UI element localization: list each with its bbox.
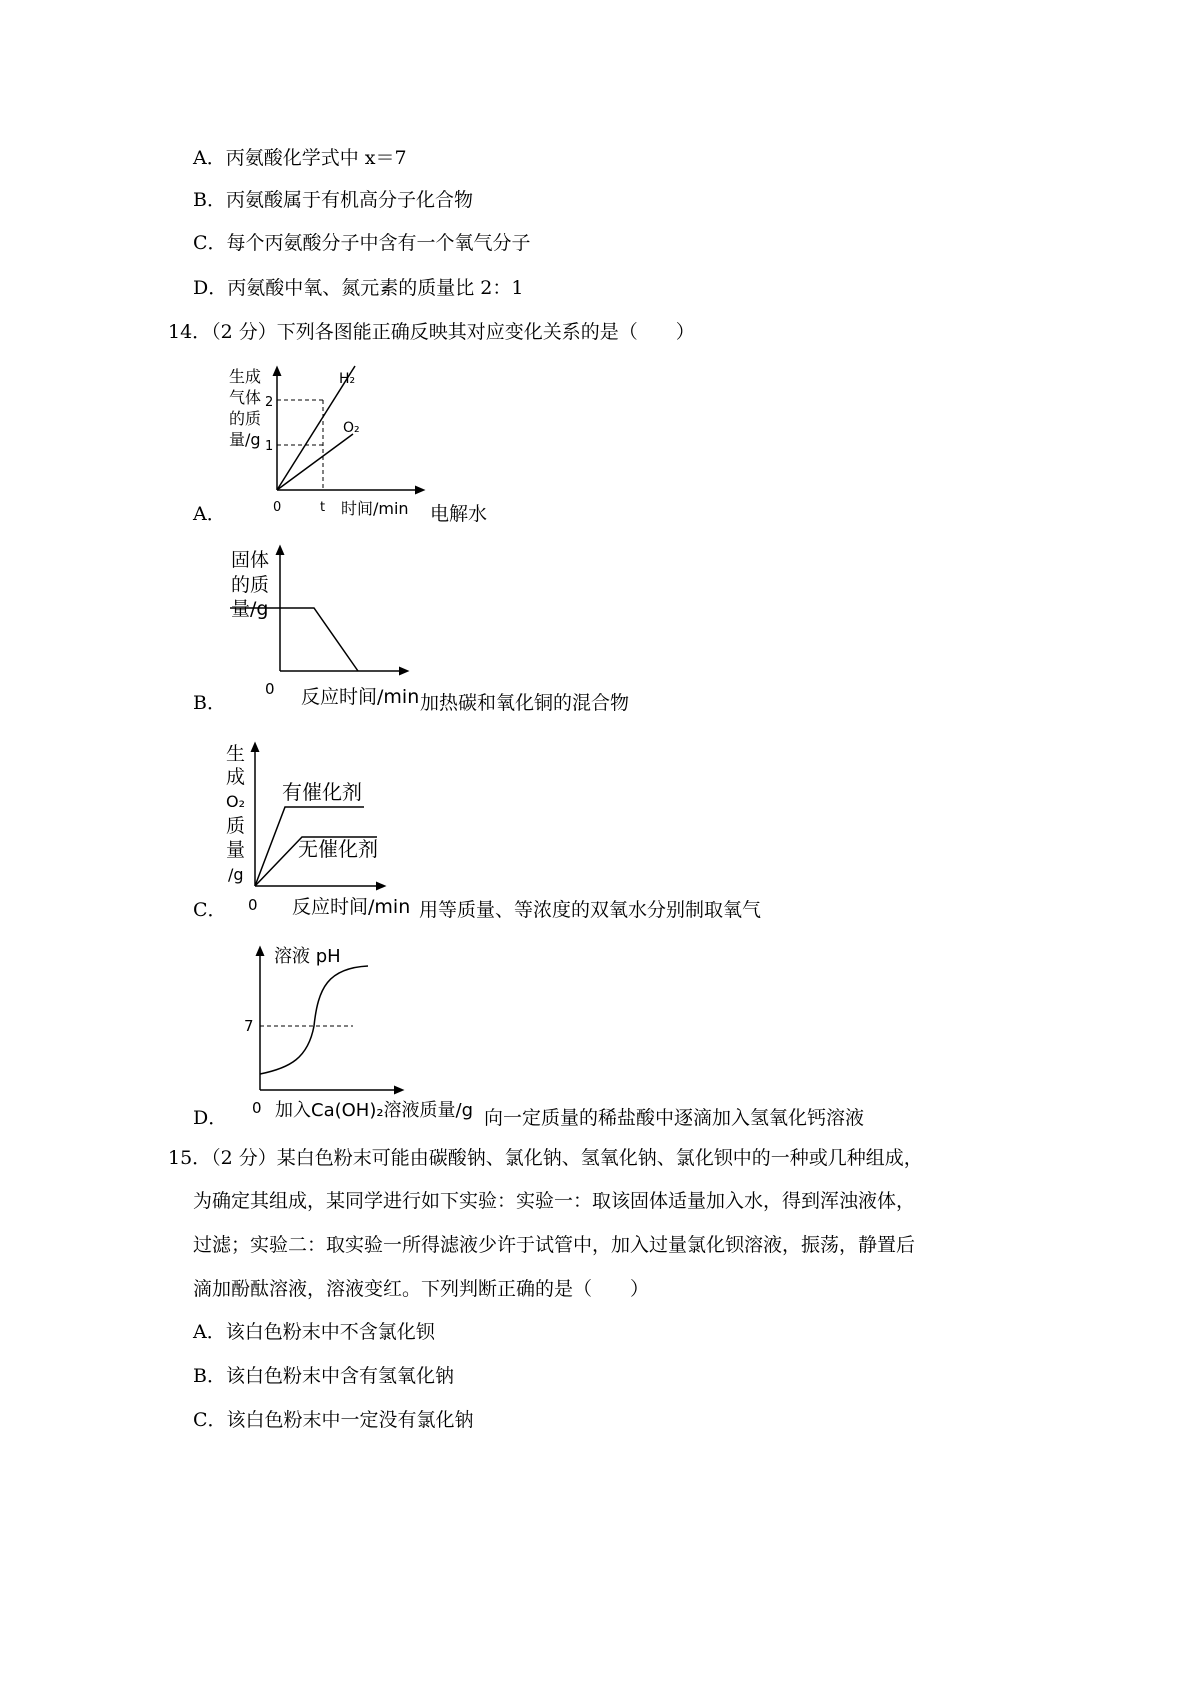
ylabel-line: 成 [226, 766, 246, 788]
xlabel: 加入Ca(OH)₂溶液质量/g [275, 1100, 474, 1121]
option-letter: B． [193, 189, 226, 211]
q14-option-a-letter: A． [193, 503, 226, 525]
ylabel-line: 量 [226, 839, 246, 861]
ylabel: 溶液 pH [274, 946, 341, 967]
option-text: 丙氨酸化学式中 x＝7 [225, 147, 407, 169]
graph-c [222, 738, 422, 920]
option-text: 该白色粉末中一定没有氯化钠 [226, 1409, 474, 1431]
origin-label: 0 [273, 500, 282, 515]
series-label-o2: O₂ [343, 420, 360, 436]
xlabel: 时间/min [341, 499, 409, 518]
origin-label: 0 [248, 896, 258, 914]
option-text: 丙氨酸属于有机高分子化合物 [225, 189, 473, 211]
x-tick-t: t [320, 500, 326, 515]
q15-option-c [193, 1408, 474, 1432]
q13-option-a [193, 146, 407, 170]
ylabel-line: 质 [226, 815, 246, 837]
ylabel-line: 量/g [231, 598, 269, 620]
ylabel-line: 固体 [231, 549, 270, 571]
q13-option-c [193, 231, 531, 255]
ylabel-line: 的质 [231, 574, 270, 596]
origin-label: 0 [252, 1099, 262, 1117]
option-letter: B． [193, 1365, 226, 1387]
ylabel-line: 量/g [229, 430, 261, 449]
q14-option-d-caption: 向一定质量的稀盐酸中逐滴加入氢氧化钙溶液 [484, 1107, 865, 1129]
series-label-h2: H₂ [339, 371, 356, 387]
q14-option-a-caption: 电解水 [430, 503, 488, 525]
y-tick-7: 7 [244, 1017, 254, 1035]
ylabel-line: 生 [226, 743, 246, 765]
q14-option-c-letter: C． [193, 899, 227, 921]
q13-option-b [193, 188, 473, 212]
q15-option-a [193, 1320, 435, 1344]
q14-option-b-letter: B． [193, 692, 226, 714]
q14-option-b-caption: 加热碳和氧化铜的混合物 [420, 692, 630, 714]
q14-stem: 14．（2 分）下列各图能正确反映其对应变化关系的是（ ） [168, 321, 695, 343]
option-letter: C． [193, 1409, 227, 1431]
graph-b [225, 543, 425, 713]
option-letter: A． [193, 147, 226, 169]
option-letter: D． [193, 277, 228, 299]
series-label-no-catalyst: 无催化剂 [298, 837, 378, 861]
ylabel-line: O₂ [226, 792, 246, 811]
q15-stem-line-4: 滴加酚酞溶液，溶液变红。下列判断正确的是（ ） [193, 1278, 650, 1300]
origin-label: 0 [265, 680, 275, 698]
option-text: 丙氨酸中氧、氮元素的质量比 2：1 [227, 277, 524, 299]
option-text: 每个丙氨酸分子中含有一个氧气分子 [226, 232, 531, 254]
option-letter: A． [193, 1321, 226, 1343]
q15-stem-line-1: 15．（2 分）某白色粉末可能由碳酸钠、氯化钠、氢氧化钠、氯化钡中的一种或几种组成， [168, 1147, 923, 1169]
series-label-catalyst: 有催化剂 [282, 780, 362, 804]
xlabel: 反应时间/min [292, 896, 411, 918]
q15-stem-line-2: 为确定其组成，某同学进行如下实验：实验一：取该固体适量加入水，得到浑浊液体， [193, 1190, 916, 1212]
ylabel-line: 气体 [229, 388, 262, 407]
ylabel-line: /g [228, 865, 244, 884]
option-text: 该白色粉末中不含氯化钡 [225, 1321, 435, 1343]
q13-option-d [193, 276, 523, 300]
q14-option-c-caption: 用等质量、等浓度的双氧水分别制取氧气 [419, 899, 762, 921]
graph-a [225, 362, 430, 522]
ylabel-line: 生成 [229, 367, 262, 386]
graph-d [228, 938, 490, 1130]
q15-option-b [193, 1364, 454, 1388]
q15-stem-line-3: 过滤；实验二：取实验一所得滤液少许于试管中，加入过量氯化钡溶液，振荡，静置后 [193, 1234, 916, 1256]
y-tick-2: 2 [265, 395, 274, 410]
option-text: 该白色粉末中含有氢氧化钠 [225, 1365, 454, 1387]
ylabel-line: 的质 [229, 409, 262, 428]
y-tick-1: 1 [265, 439, 274, 454]
q14-option-d-letter: D． [193, 1107, 228, 1129]
xlabel: 反应时间/min [301, 686, 420, 708]
option-letter: C． [193, 232, 227, 254]
